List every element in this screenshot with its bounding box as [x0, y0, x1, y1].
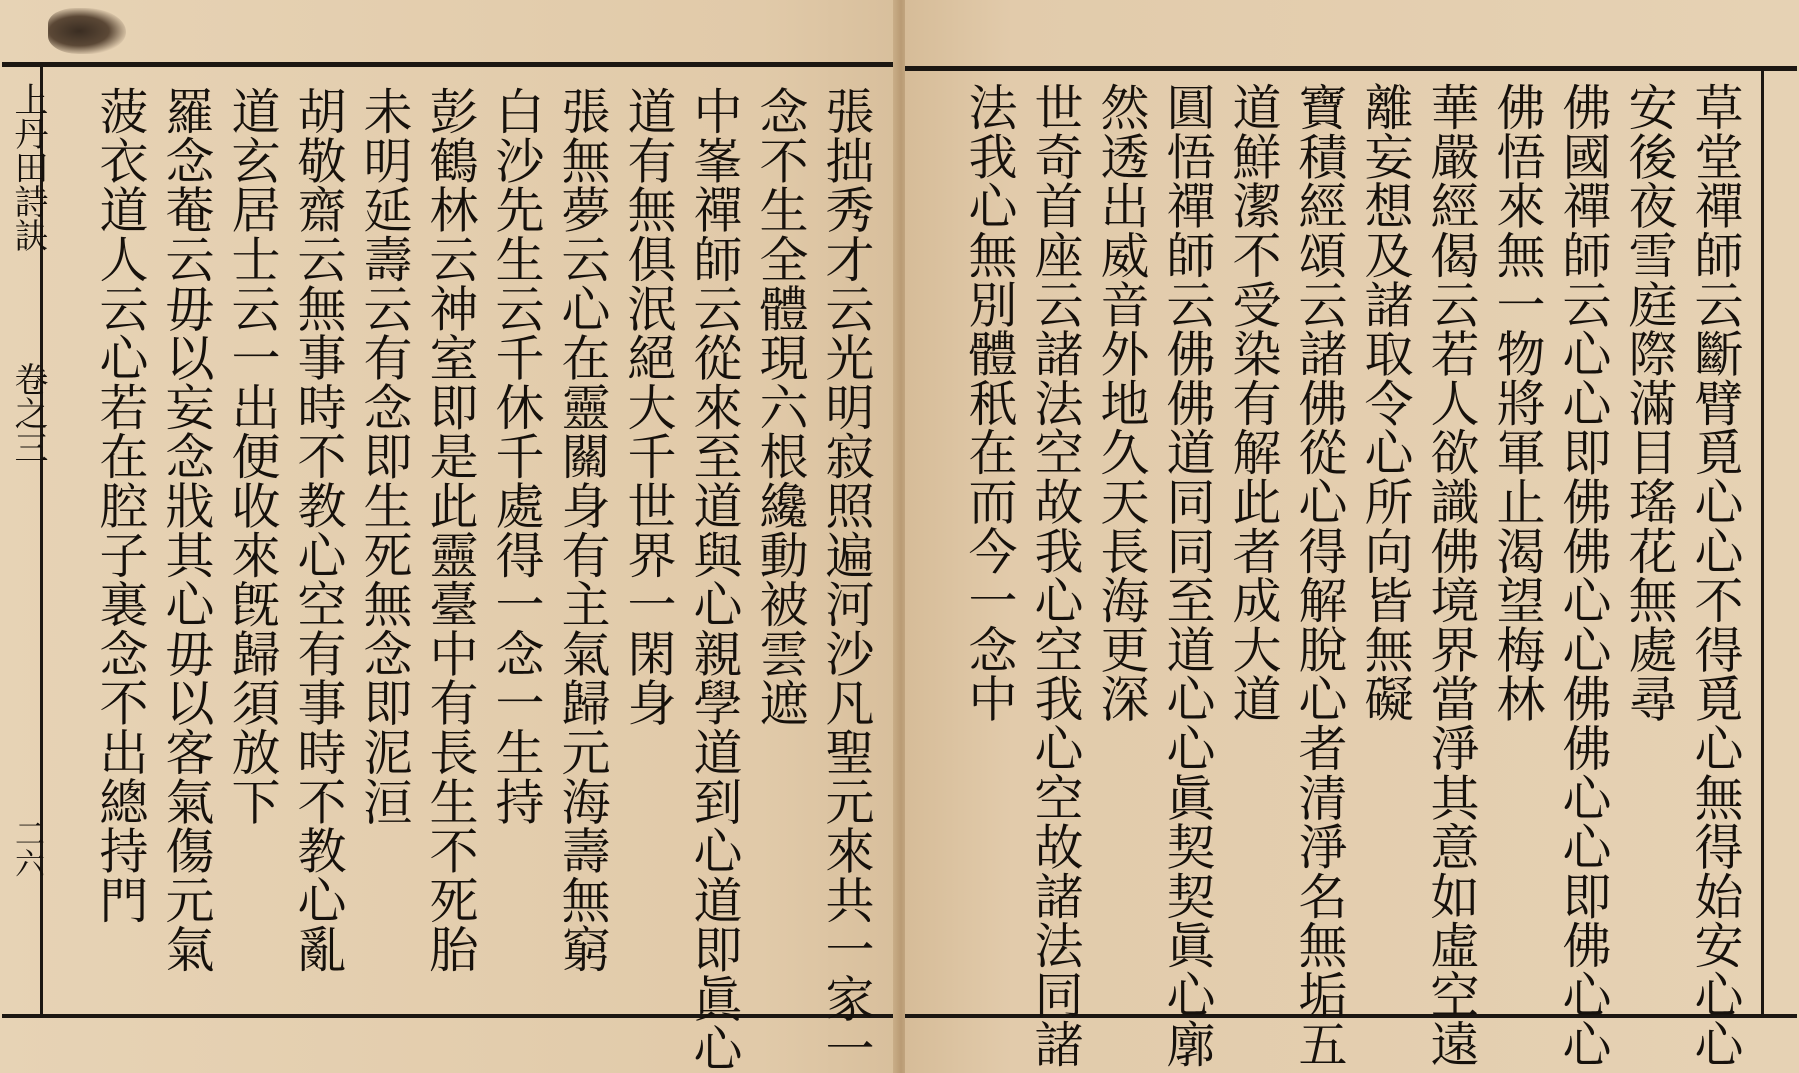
text-column: 佛悟來無一物將軍止渴望梅林 — [1489, 82, 1546, 723]
volume-label: 卷之三 — [8, 362, 48, 464]
text-column: 念不生全體現六根纔動被雲遮 — [752, 86, 809, 727]
text-column: 道鮮潔不受染有解此者成大道 — [1225, 82, 1282, 723]
text-column: 法我心無別體秖在而今一念中 — [961, 82, 1018, 723]
text-column: 然透出威音外地久天長海更深 — [1093, 82, 1150, 723]
right-top-border — [905, 66, 1797, 71]
text-column: 彭鶴林云神室即是此靈臺中有長生不死胎 — [422, 86, 479, 974]
worm-damage-stain — [48, 8, 126, 54]
text-column: 草堂禪師云斷臂覓心心不得覓心無得始安心心 — [1687, 82, 1744, 1068]
right-margin-rule — [1761, 68, 1764, 1016]
right-page — [905, 0, 1799, 1073]
text-column: 胡敬齋云無事時不教心空有事時不教心亂 — [290, 86, 347, 974]
text-column: 世奇首座云諸法空故我心空我心空故諸法同諸 — [1027, 82, 1084, 1068]
text-column: 安後夜雪庭際滿目瑤花無處尋 — [1621, 82, 1678, 723]
left-bottom-border — [2, 1014, 897, 1018]
text-column: 離妄想及諸取令心所向皆無礙 — [1357, 82, 1414, 723]
text-column: 中峯禪師云從來至道與心親學道到心道即眞心 — [686, 86, 743, 1072]
left-page — [0, 0, 897, 1073]
text-column: 未明延壽云有念即生死無念即泥洹 — [356, 86, 413, 826]
text-column: 圓悟禪師云佛佛道同同至道心心眞契契眞心廓 — [1159, 82, 1216, 1068]
text-column: 菠衣道人云心若在腔子裏念不出總持門 — [92, 86, 149, 925]
left-top-border — [2, 62, 897, 67]
text-column: 華嚴經偈云若人欲識佛境界當淨其意如虛空遠 — [1423, 82, 1480, 1068]
text-column: 佛國禪師云心心即佛佛心心佛佛心心即佛心心 — [1555, 82, 1612, 1068]
text-column: 白沙先生云千休千處得一念一生持 — [488, 86, 545, 826]
text-column: 道玄居士云一出便收來旣歸須放下 — [224, 86, 281, 826]
text-column: 張無夢云心在靈關身有主氣歸元海壽無窮 — [554, 86, 611, 974]
text-column: 羅念菴云毋以妄念戕其心毋以客氣傷元氣 — [158, 86, 215, 974]
book-title: 上丹田詩訣 — [8, 82, 48, 252]
text-column: 道有無俱泯絕大千世界一閑身 — [620, 86, 677, 727]
text-column: 寶積經頌云諸佛從心得解脫心者清淨名無垢五 — [1291, 82, 1348, 1068]
page-number: 二六 — [9, 818, 44, 878]
text-column: 張拙秀才云光明寂照遍河沙凡聖元來共一家一 — [818, 86, 875, 1072]
